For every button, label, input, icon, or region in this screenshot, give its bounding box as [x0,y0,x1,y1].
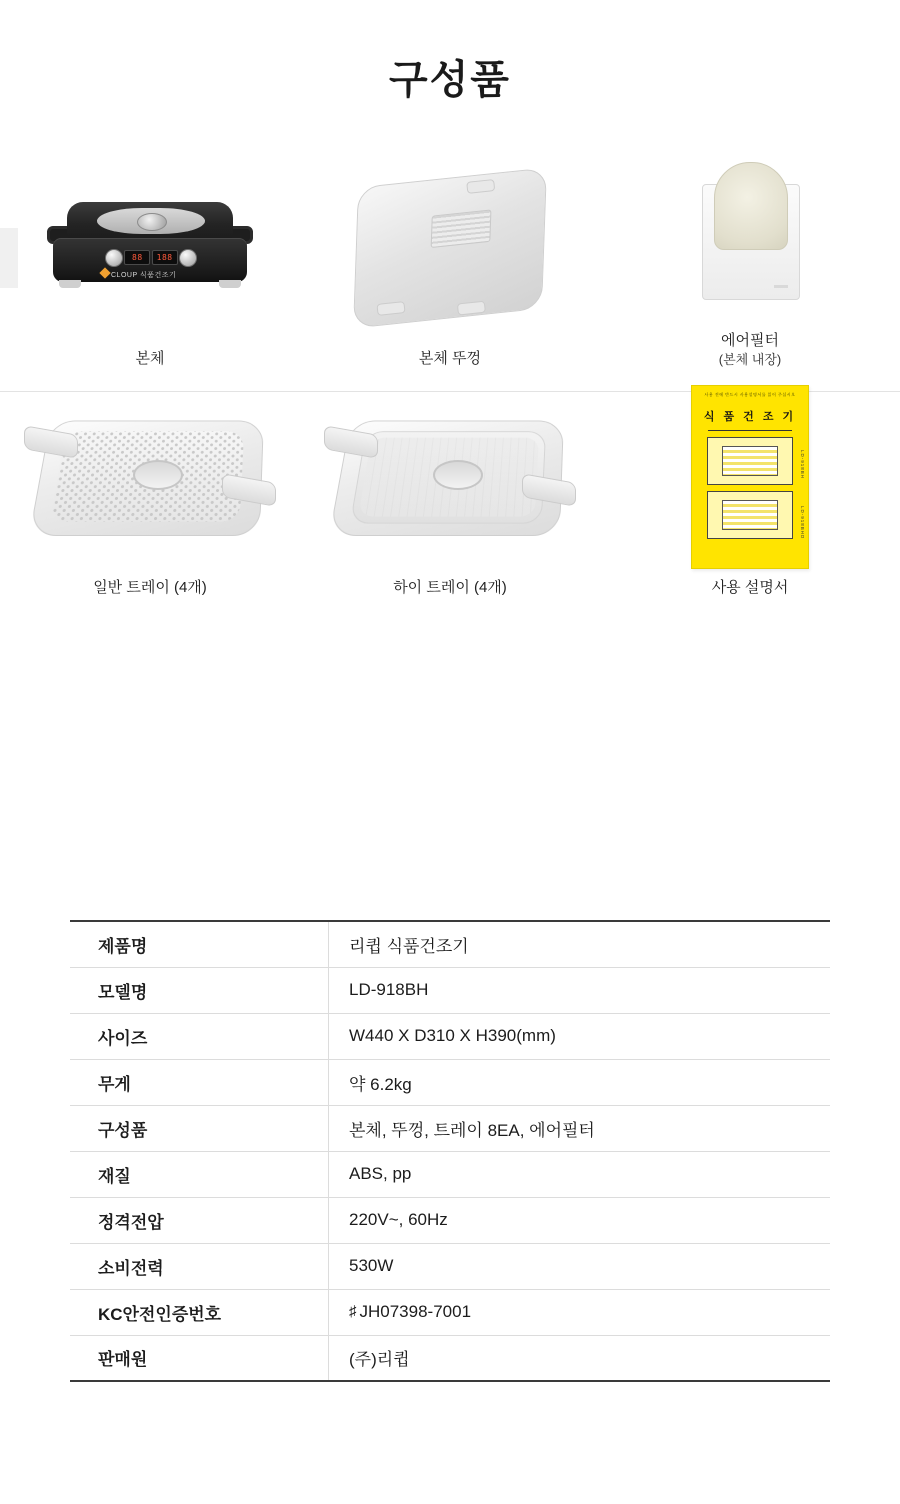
spec-value-8: JH07398-7001 [359,1302,472,1321]
spec-table-container [70,920,830,1382]
spec-label-4: 구성품 [70,1105,329,1151]
unit-display-left: 88 [124,250,150,265]
part-caption-air-filter [719,331,782,369]
lid-tab-top [466,179,495,194]
part-caption-air-filter-sub: (본체 내장) [718,352,782,368]
main-unit-image [0,163,300,333]
spec-value-9: (주)리큅 [329,1335,831,1381]
spec-value-4: 본체, 뚜껑, 트레이 8EA, 에어필터 [329,1105,831,1151]
unit-lid-knob [137,213,167,231]
part-caption-air-filter-main: 에어필터 [721,332,779,349]
part-item-main-unit [0,145,300,391]
spec-value-0: 리큅 식품건조기 [329,921,831,967]
manual-top-note: 사용 전에 반드시 사용설명서를 읽어 주십시오 [704,391,796,397]
spec-value-5: ABS, pp [329,1151,831,1197]
part-item-high-tray [300,392,600,620]
lid-emboss-pattern [431,209,492,248]
manual-device-drawing-bottom [722,500,778,530]
manual-image [600,392,900,562]
parts-gallery [0,145,900,620]
part-caption-high-tray: 하이 트레이 (4개) [393,578,507,596]
spec-label-8: KC안전인증번호 [70,1289,329,1335]
page-title: 구성품 [389,58,511,102]
table-row [70,967,830,1013]
manual-figure-top [707,437,793,485]
filter-notch [774,285,788,288]
spec-label-6: 정격전압 [70,1197,329,1243]
main-lid-image [300,163,600,333]
table-row [70,1243,830,1289]
unit-control-panel [105,248,197,268]
manual-title: 식 품 건 조 기 [703,410,797,423]
part-caption-manual: 사용 설명서 [711,578,789,596]
unit-foot-left [59,280,81,288]
table-row [70,921,830,967]
spec-value-3: 약 6.2kg [329,1059,831,1105]
table-row [70,1197,830,1243]
spec-value-1: LD-918BH [329,967,831,1013]
manual-figure-bottom [707,491,793,539]
spec-value-2: W440 X D310 X H390(mm) [329,1013,831,1059]
manual-model-label-1: LD-918BH [800,449,805,479]
spec-value-6: 220V~, 60Hz [329,1197,831,1243]
table-row [70,1105,830,1151]
unit-dial-left [105,249,123,267]
table-row [70,1013,830,1059]
unit-brand-text: CLOUP 식품건조기 [111,271,177,279]
part-caption-normal-tray: 일반 트레이 (4개) [93,578,207,596]
table-row [70,1151,830,1197]
filter-media [714,162,788,250]
lid-tab-bottom-left [376,301,405,316]
spec-value-7: 530W [329,1243,831,1289]
air-filter-image [600,145,900,315]
unit-foot-right [219,280,241,288]
high-tray-image [300,392,600,562]
manual-device-drawing-top [722,446,778,476]
unit-display-right: 188 [152,250,178,265]
spec-label-5: 재질 [70,1151,329,1197]
unit-dial-right [179,249,197,267]
table-row [70,1289,830,1335]
part-item-air-filter [600,145,900,391]
manual-model-label-2: LD-918BHD [800,505,805,540]
spec-table [70,920,830,1382]
manual-divider [708,430,792,431]
part-item-manual [600,392,900,620]
normal-tray-image [0,392,300,562]
spec-label-1: 모델명 [70,967,329,1013]
parts-row-1 [0,145,900,392]
table-row [70,1335,830,1381]
lid-tab-bottom-right [457,300,486,315]
high-tray-center-hole [433,460,483,490]
part-item-main-lid [300,145,600,391]
spec-table-body [70,921,830,1381]
parts-row-2 [0,392,900,620]
table-row [70,1059,830,1105]
spec-label-2: 사이즈 [70,1013,329,1059]
part-caption-main-lid: 본체 뚜껑 [418,349,482,367]
part-caption-main-unit: 본체 [135,349,165,367]
spec-label-0: 제품명 [70,921,329,967]
spec-label-3: 무게 [70,1059,329,1105]
tray-center-hole [133,460,183,490]
part-item-normal-tray [0,392,300,620]
spec-value-8-cell [329,1289,831,1335]
spec-label-7: 소비전력 [70,1243,329,1289]
kc-certification-icon: ♯ [349,1303,356,1320]
spec-label-9: 판매원 [70,1335,329,1381]
